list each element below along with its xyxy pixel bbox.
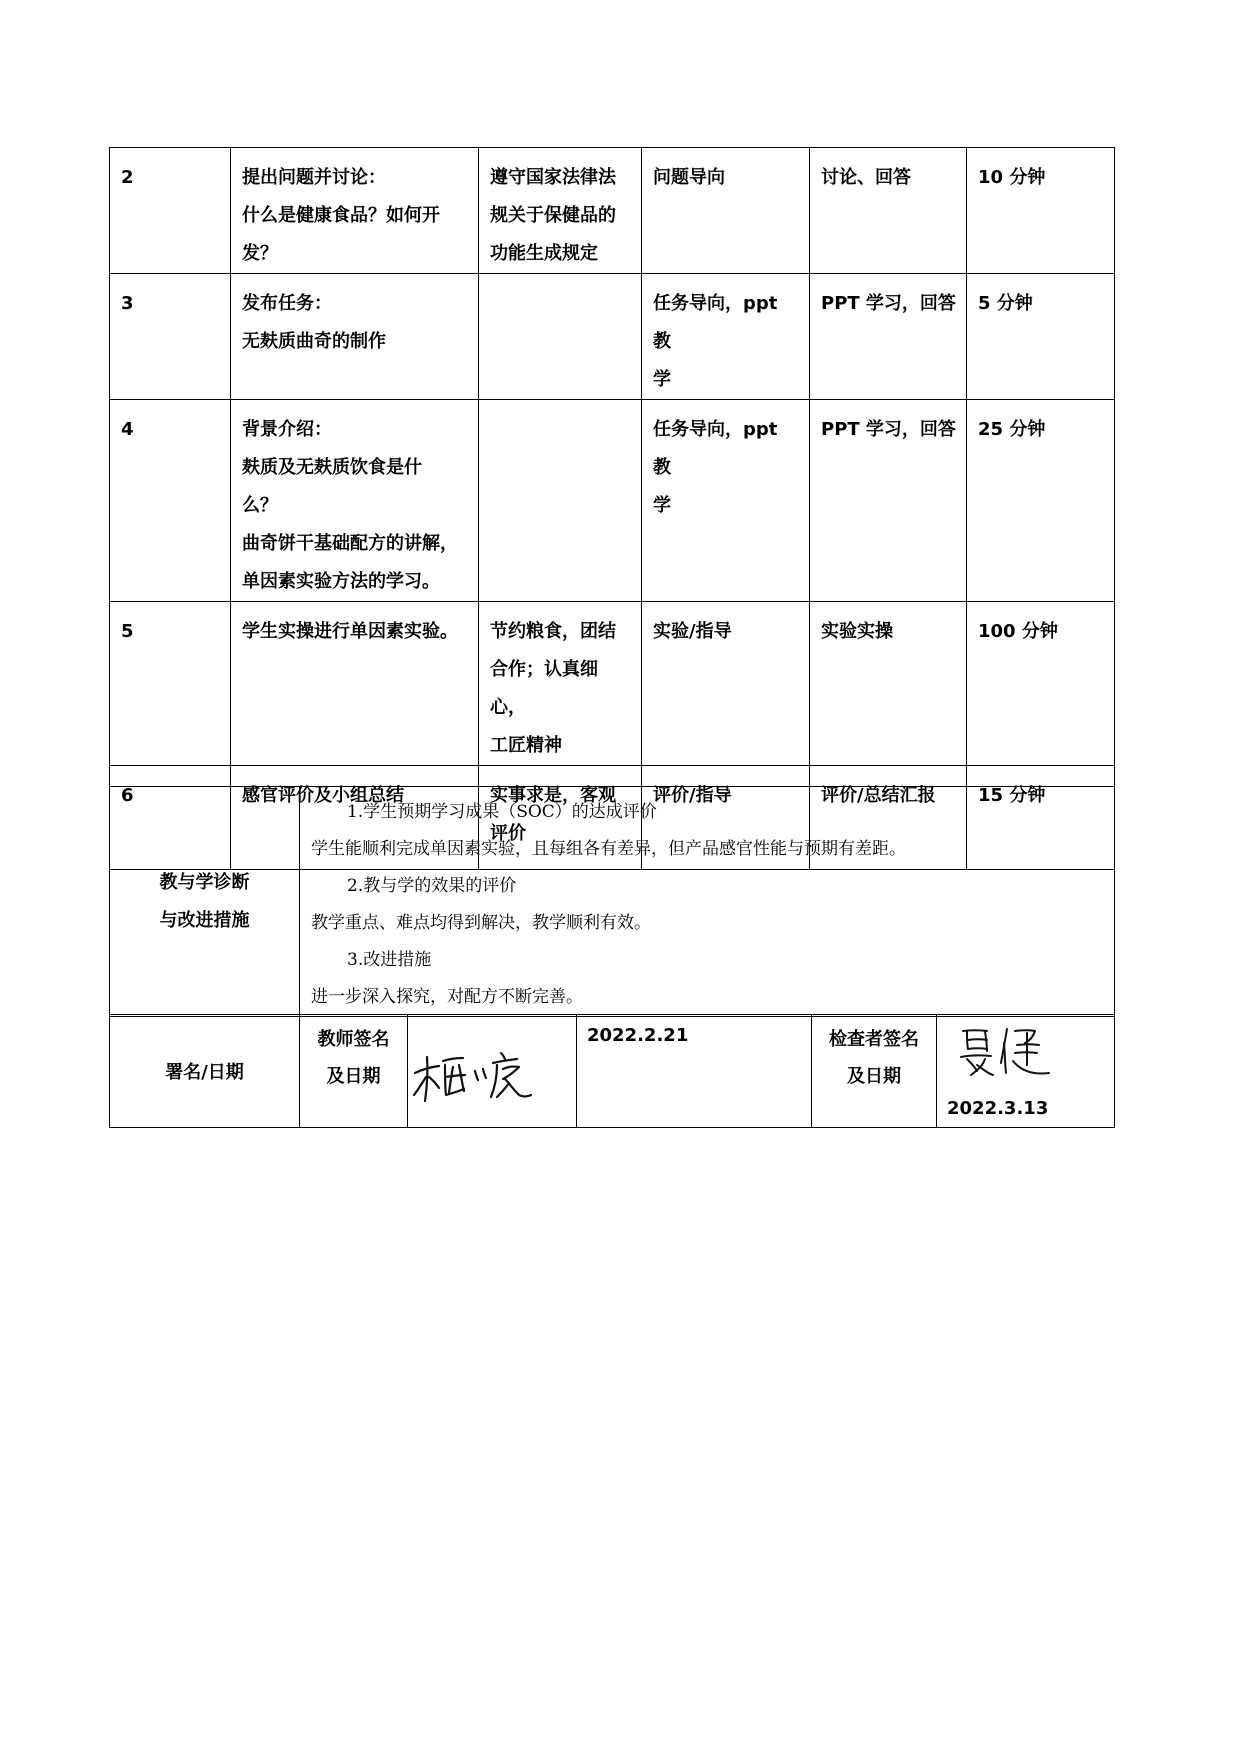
- step-content-line: 提出问题并讨论：: [242, 167, 386, 188]
- step-method-cell: [642, 602, 810, 766]
- step-time-cell: 25 分钟: [967, 400, 1115, 602]
- step-content-line: 发？: [242, 243, 278, 264]
- step-ideology-cell: [479, 400, 642, 602]
- step-ideology-cell: [479, 148, 642, 274]
- evaluation-label: [110, 787, 300, 1017]
- step-method-line: 问题导向: [653, 167, 725, 188]
- step-number-cell: 2: [110, 148, 231, 274]
- step-content-cell: [231, 148, 479, 274]
- step-number-cell: 3: [110, 274, 231, 400]
- step-activity-line: 实验实操: [821, 621, 893, 642]
- evaluation-heading-improve: 3.改进措施: [347, 950, 432, 970]
- evaluation-table: [109, 786, 1115, 1017]
- signature-date-label: 署名/日期: [110, 1015, 300, 1128]
- teaching-steps-table: [109, 147, 1115, 870]
- checker-signature-label-line: 及日期: [847, 1066, 901, 1087]
- step-content-line: 学生实操进行单因素实验。: [242, 621, 458, 642]
- step-time-cell: 15 分钟: [967, 766, 1115, 870]
- signature-table: [109, 1014, 1115, 1128]
- step-method-line: 学: [653, 369, 671, 390]
- step-method-cell: [642, 274, 810, 400]
- step-ideology-line: 节约粮食，团结: [490, 621, 616, 642]
- step-content-line: 么？: [242, 495, 278, 516]
- step-method-line: 任务导向，ppt 教: [653, 419, 778, 478]
- step-method-line: 实验/指导: [653, 621, 732, 642]
- step-time-cell: 10 分钟: [967, 148, 1115, 274]
- step-number-cell: 5: [110, 602, 231, 766]
- step-ideology-cell: [479, 274, 642, 400]
- step-content-line: 什么是健康食品？如何开: [242, 205, 440, 226]
- evaluation-text-effect: 教学重点、难点均得到解决，教学顺利有效。: [311, 913, 651, 933]
- step-content-line: 感官评价及小组总结: [242, 785, 404, 806]
- teacher-signature-label-line: 及日期: [326, 1066, 381, 1087]
- step-method-cell: [642, 148, 810, 274]
- step-content-line: 单因素实验方法的学习。: [242, 571, 440, 592]
- evaluation-heading-effect: 2.教与学的效果的评价: [347, 876, 517, 896]
- step-method-line: 学: [653, 495, 671, 516]
- step-activity-line: PPT 学习，回答: [821, 293, 956, 314]
- table-row: [110, 148, 1115, 274]
- teacher-signature-label-line: 教师签名: [317, 1029, 390, 1050]
- table-row: [110, 602, 1115, 766]
- evaluation-text-improve: 进一步深入探究，对配方不断完善。: [311, 987, 583, 1007]
- step-ideology-line: 实事求是，客观: [490, 785, 616, 806]
- step-ideology-line: 评价: [490, 823, 526, 844]
- step-activity-cell: [810, 274, 967, 400]
- step-content-line: 无麸质曲奇的制作: [242, 331, 386, 352]
- step-number-cell: 6: [110, 766, 231, 870]
- evaluation-text-soc: 学生能顺利完成单因素实验，且每组各有差异，但产品感官性能与预期有差距。: [311, 839, 906, 859]
- step-content-line: 发布任务：: [242, 293, 332, 314]
- step-activity-line: 评价/总结汇报: [821, 785, 936, 806]
- step-ideology-line: 规关于保健品的: [490, 205, 616, 226]
- evaluation-content: [300, 787, 1115, 1017]
- step-activity-line: PPT 学习，回答: [821, 419, 956, 440]
- step-content-line: 曲奇饼干基础配方的讲解，: [242, 533, 458, 554]
- step-activity-cell: [810, 400, 967, 602]
- checker-signature-cell: [937, 1015, 1115, 1128]
- step-ideology-line: 功能生成规定: [490, 243, 598, 264]
- evaluation-label-line: 与改进措施: [159, 909, 250, 931]
- table-row: [110, 400, 1115, 602]
- teacher-signature-cell: [408, 1015, 577, 1128]
- teacher-signature-label: [300, 1015, 408, 1128]
- step-activity-line: 讨论、回答: [821, 167, 911, 188]
- evaluation-heading-soc: 1.学生预期学习成果（SOC）的达成评价: [347, 802, 657, 822]
- step-method-cell: [642, 400, 810, 602]
- step-content-line: 麸质及无麸质饮食是什: [242, 457, 422, 478]
- step-content-cell: [231, 274, 479, 400]
- checker-sign-date: 2022.3.13: [947, 1098, 1049, 1119]
- table-row: [110, 274, 1115, 400]
- evaluation-label-line: 教与学诊断: [159, 871, 250, 893]
- teacher-handwritten-signature: [409, 1031, 569, 1111]
- checker-signature-label: [812, 1015, 937, 1128]
- step-ideology-cell: [479, 602, 642, 766]
- step-time-cell: 5 分钟: [967, 274, 1115, 400]
- teacher-sign-date: 2022.2.21: [577, 1015, 812, 1128]
- step-time-cell: 100 分钟: [967, 602, 1115, 766]
- step-ideology-line: 工匠精神: [490, 735, 562, 756]
- step-content-cell: [231, 602, 479, 766]
- checker-handwritten-signature: [957, 1021, 1077, 1081]
- step-ideology-line: 合作；认真细心，: [490, 659, 598, 718]
- step-content-cell: [231, 400, 479, 602]
- step-ideology-line: 遵守国家法律法: [490, 167, 616, 188]
- step-method-line: 评价/指导: [653, 785, 732, 806]
- step-activity-cell: [810, 602, 967, 766]
- step-method-line: 任务导向，ppt 教: [653, 293, 778, 352]
- checker-signature-label-line: 检查者签名: [829, 1029, 919, 1050]
- step-number-cell: 4: [110, 400, 231, 602]
- step-activity-cell: [810, 148, 967, 274]
- step-content-line: 背景介绍：: [242, 419, 332, 440]
